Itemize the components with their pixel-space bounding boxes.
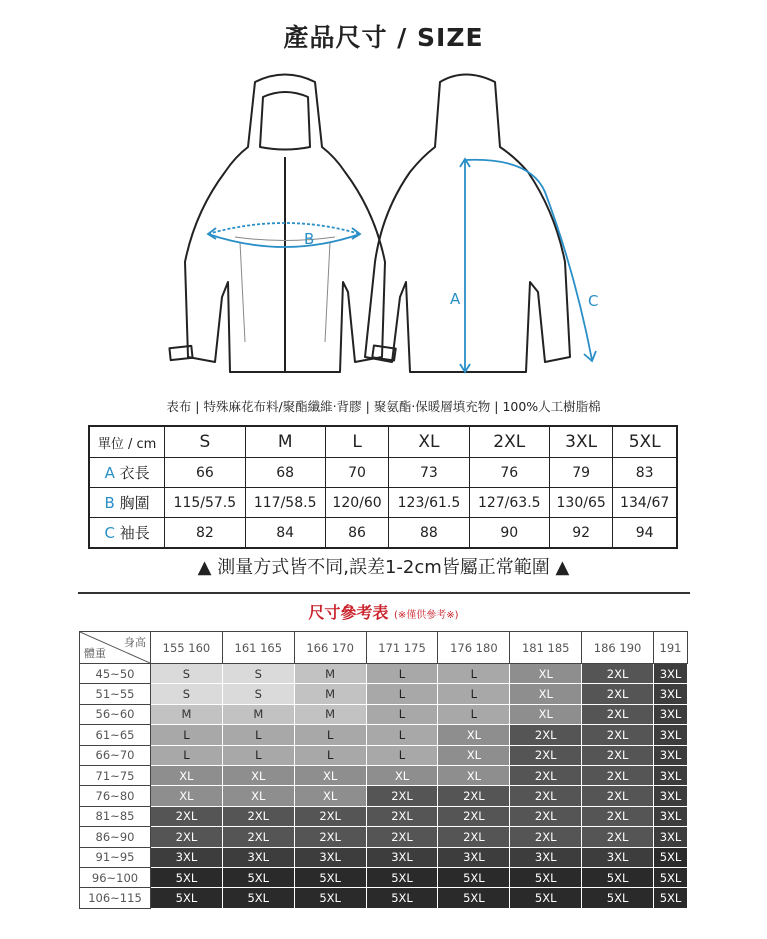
size-cell: 2XL bbox=[510, 745, 582, 765]
size-cell: 3XL bbox=[654, 765, 688, 785]
table-cell: 82 bbox=[165, 518, 245, 549]
weight-cell: 91~95 bbox=[80, 847, 151, 867]
size-cell: 5XL bbox=[366, 867, 438, 887]
size-cell: 2XL bbox=[510, 725, 582, 745]
size-cell: 2XL bbox=[222, 827, 294, 847]
size-cell: 5XL bbox=[151, 867, 223, 887]
size-cell: 5XL bbox=[438, 888, 510, 908]
size-cell: 3XL bbox=[510, 847, 582, 867]
size-cell: L bbox=[366, 725, 438, 745]
size-header: XL bbox=[389, 426, 469, 458]
material-info: 表布 | 特殊麻花布料/聚酯纖維‧背膠 | 聚氨酯‧保暖層填充物 | 100%人工樹脂棉 bbox=[166, 399, 601, 414]
row-label: A 衣長 bbox=[89, 458, 165, 488]
size-cell: 2XL bbox=[510, 786, 582, 806]
size-cell: M bbox=[294, 704, 366, 724]
size-cell: 2XL bbox=[582, 664, 654, 684]
size-cell: XL bbox=[294, 765, 366, 785]
size-cell: 3XL bbox=[438, 847, 510, 867]
size-cell: 3XL bbox=[654, 725, 688, 745]
reference-row bbox=[80, 786, 688, 806]
size-header-row bbox=[89, 426, 677, 458]
size-cell: 2XL bbox=[582, 827, 654, 847]
size-cell: 2XL bbox=[582, 704, 654, 724]
size-cell: XL bbox=[510, 704, 582, 724]
weight-cell: 66~70 bbox=[80, 745, 151, 765]
size-cell: 5XL bbox=[510, 888, 582, 908]
reference-row bbox=[80, 745, 688, 765]
size-cell: L bbox=[151, 745, 223, 765]
label-c: C bbox=[588, 292, 599, 310]
size-header: M bbox=[245, 426, 325, 458]
table-cell: 86 bbox=[325, 518, 388, 549]
weight-cell: 106~115 bbox=[80, 888, 151, 908]
size-cell: XL bbox=[151, 765, 223, 785]
size-cell: 5XL bbox=[582, 867, 654, 887]
size-cell: 2XL bbox=[438, 786, 510, 806]
size-cell: 5XL bbox=[294, 867, 366, 887]
size-cell: M bbox=[222, 704, 294, 724]
size-cell: 2XL bbox=[582, 745, 654, 765]
label-b: B bbox=[304, 230, 315, 248]
size-cell: 2XL bbox=[438, 827, 510, 847]
size-cell: 2XL bbox=[366, 786, 438, 806]
size-cell: 5XL bbox=[582, 888, 654, 908]
size-cell: 3XL bbox=[654, 704, 688, 724]
weight-cell: 76~80 bbox=[80, 786, 151, 806]
size-cell: 5XL bbox=[151, 888, 223, 908]
table-cell: 92 bbox=[549, 518, 612, 549]
size-cell: 2XL bbox=[510, 806, 582, 826]
size-cell: M bbox=[294, 664, 366, 684]
weight-cell: 56~60 bbox=[80, 704, 151, 724]
size-cell: 3XL bbox=[654, 664, 688, 684]
height-label: 身高 bbox=[124, 636, 146, 649]
table-cell: 115/57.5 bbox=[165, 488, 245, 518]
reference-row bbox=[80, 827, 688, 847]
size-cell: M bbox=[151, 704, 223, 724]
size-cell: 2XL bbox=[222, 806, 294, 826]
size-cell: 3XL bbox=[366, 847, 438, 867]
weight-cell: 96~100 bbox=[80, 867, 151, 887]
measure-row bbox=[89, 458, 677, 488]
row-label: C 袖長 bbox=[89, 518, 165, 549]
measurement-note: ▲ 測量方式皆不同,誤差1-2cm皆屬正常範圍 ▲ bbox=[197, 557, 570, 578]
table-cell: 120/60 bbox=[325, 488, 388, 518]
table-cell: 68 bbox=[245, 458, 325, 488]
size-cell: 3XL bbox=[151, 847, 223, 867]
measure-row bbox=[89, 518, 677, 549]
size-cell: L bbox=[366, 664, 438, 684]
size-cell: XL bbox=[510, 684, 582, 704]
reference-row bbox=[80, 806, 688, 826]
size-cell: 5XL bbox=[510, 867, 582, 887]
reference-row bbox=[80, 704, 688, 724]
reference-row bbox=[80, 765, 688, 785]
size-cell: 2XL bbox=[294, 806, 366, 826]
size-cell: 2XL bbox=[582, 786, 654, 806]
size-cell: XL bbox=[438, 745, 510, 765]
table-cell: 94 bbox=[613, 518, 677, 549]
size-cell: 2XL bbox=[366, 806, 438, 826]
size-cell: XL bbox=[222, 786, 294, 806]
table-cell: 127/63.5 bbox=[469, 488, 549, 518]
size-cell: L bbox=[366, 704, 438, 724]
size-cell: S bbox=[222, 664, 294, 684]
size-header: 3XL bbox=[549, 426, 612, 458]
table-cell: 117/58.5 bbox=[245, 488, 325, 518]
table-cell: 134/67 bbox=[613, 488, 677, 518]
reference-row bbox=[80, 847, 688, 867]
size-header: 2XL bbox=[469, 426, 549, 458]
size-cell: 2XL bbox=[510, 827, 582, 847]
height-header: 166 170 bbox=[294, 632, 366, 664]
table-cell: 66 bbox=[165, 458, 245, 488]
size-header: 5XL bbox=[613, 426, 677, 458]
size-cell: 3XL bbox=[654, 684, 688, 704]
size-cell: 3XL bbox=[654, 806, 688, 826]
size-cell: S bbox=[151, 664, 223, 684]
size-cell: S bbox=[222, 684, 294, 704]
size-cell: 5XL bbox=[366, 888, 438, 908]
height-header: 155 160 bbox=[151, 632, 223, 664]
size-cell: 2XL bbox=[582, 725, 654, 745]
reference-header-row bbox=[80, 632, 688, 664]
weight-cell: 61~65 bbox=[80, 725, 151, 745]
reference-table bbox=[79, 631, 688, 909]
weight-cell: 45~50 bbox=[80, 664, 151, 684]
size-cell: 3XL bbox=[294, 847, 366, 867]
size-cell: 3XL bbox=[654, 827, 688, 847]
height-header: 171 175 bbox=[366, 632, 438, 664]
size-cell: 5XL bbox=[438, 867, 510, 887]
reference-row bbox=[80, 867, 688, 887]
reference-row bbox=[80, 684, 688, 704]
size-cell: L bbox=[438, 704, 510, 724]
table-cell: 123/61.5 bbox=[389, 488, 469, 518]
divider bbox=[78, 592, 690, 594]
size-cell: 3XL bbox=[654, 786, 688, 806]
reference-row bbox=[80, 725, 688, 745]
size-cell: 2XL bbox=[151, 827, 223, 847]
table-cell: 73 bbox=[389, 458, 469, 488]
size-cell: 2XL bbox=[151, 806, 223, 826]
size-cell: 2XL bbox=[582, 806, 654, 826]
jacket-illustration bbox=[160, 62, 630, 382]
reference-row bbox=[80, 888, 688, 908]
height-header: 161 165 bbox=[222, 632, 294, 664]
size-header: L bbox=[325, 426, 388, 458]
corner-cell bbox=[80, 632, 151, 664]
table-cell: 130/65 bbox=[549, 488, 612, 518]
size-cell: 3XL bbox=[582, 847, 654, 867]
size-cell: 5XL bbox=[654, 847, 688, 867]
measure-row bbox=[89, 488, 677, 518]
size-cell: L bbox=[438, 684, 510, 704]
size-cell: L bbox=[222, 745, 294, 765]
row-label: B 胸圍 bbox=[89, 488, 165, 518]
size-cell: 5XL bbox=[654, 867, 688, 887]
size-cell: 2XL bbox=[582, 684, 654, 704]
size-cell: S bbox=[151, 684, 223, 704]
reference-row bbox=[80, 664, 688, 684]
size-cell: L bbox=[294, 745, 366, 765]
size-cell: XL bbox=[438, 765, 510, 785]
height-header: 191 bbox=[654, 632, 688, 664]
table-cell: 70 bbox=[325, 458, 388, 488]
table-cell: 90 bbox=[469, 518, 549, 549]
table-cell: 79 bbox=[549, 458, 612, 488]
label-a: A bbox=[450, 290, 461, 308]
table-cell: 84 bbox=[245, 518, 325, 549]
size-table bbox=[88, 425, 678, 549]
size-cell: M bbox=[294, 684, 366, 704]
size-cell: 2XL bbox=[582, 765, 654, 785]
size-cell: 5XL bbox=[294, 888, 366, 908]
size-cell: XL bbox=[222, 765, 294, 785]
size-header: S bbox=[165, 426, 245, 458]
weight-cell: 81~85 bbox=[80, 806, 151, 826]
size-cell: XL bbox=[294, 786, 366, 806]
size-cell: XL bbox=[151, 786, 223, 806]
size-cell: L bbox=[366, 745, 438, 765]
size-cell: 5XL bbox=[654, 888, 688, 908]
size-cell: XL bbox=[366, 765, 438, 785]
size-cell: 2XL bbox=[510, 765, 582, 785]
height-header: 181 185 bbox=[510, 632, 582, 664]
size-cell: 5XL bbox=[222, 888, 294, 908]
weight-label: 體重 bbox=[84, 647, 106, 660]
weight-cell: 51~55 bbox=[80, 684, 151, 704]
size-cell: 3XL bbox=[654, 745, 688, 765]
size-cell: L bbox=[366, 684, 438, 704]
size-cell: XL bbox=[438, 725, 510, 745]
size-cell: L bbox=[151, 725, 223, 745]
height-header: 186 190 bbox=[582, 632, 654, 664]
reference-title: 尺寸參考表 (※僅供參考※) bbox=[308, 603, 459, 622]
size-cell: 2XL bbox=[294, 827, 366, 847]
weight-cell: 71~75 bbox=[80, 765, 151, 785]
size-cell: 5XL bbox=[222, 867, 294, 887]
weight-cell: 86~90 bbox=[80, 827, 151, 847]
table-cell: 88 bbox=[389, 518, 469, 549]
size-cell: L bbox=[222, 725, 294, 745]
table-cell: 76 bbox=[469, 458, 549, 488]
size-cell: 3XL bbox=[222, 847, 294, 867]
size-cell: 2XL bbox=[366, 827, 438, 847]
size-cell: L bbox=[438, 664, 510, 684]
unit-label: 單位 / cm bbox=[89, 426, 165, 458]
size-cell: 2XL bbox=[438, 806, 510, 826]
table-cell: 83 bbox=[613, 458, 677, 488]
size-cell: L bbox=[294, 725, 366, 745]
height-header: 176 180 bbox=[438, 632, 510, 664]
page-title: 產品尺寸 / SIZE bbox=[283, 23, 484, 52]
size-cell: XL bbox=[510, 664, 582, 684]
